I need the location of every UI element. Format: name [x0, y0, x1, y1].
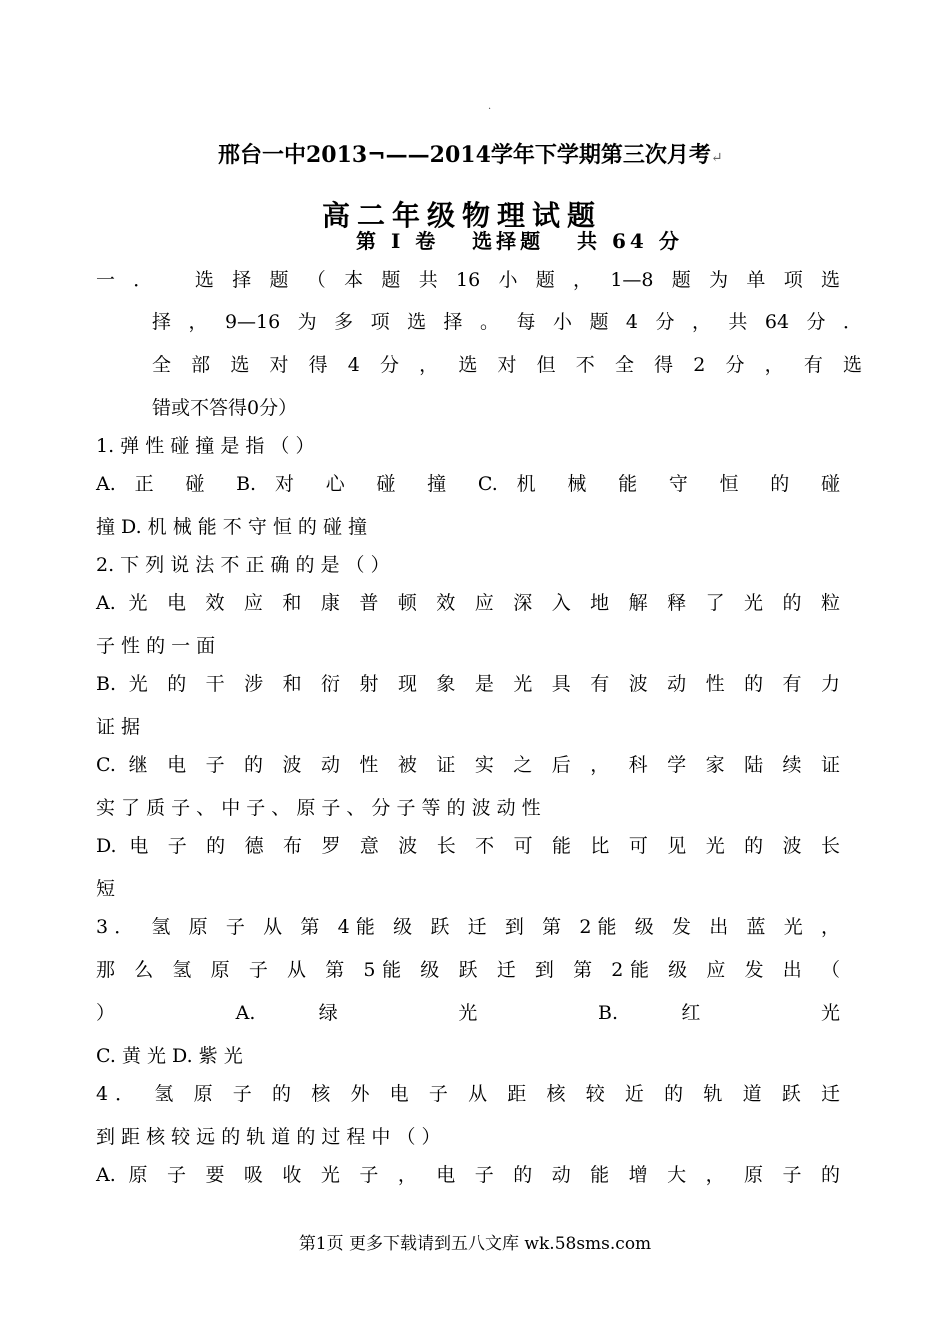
question-2-option-a-line-2: 子 性 的 一 面	[96, 635, 216, 657]
question-4-line-2: 到 距 核 较 远 的 轨 道 的 过 程 中 （ ）	[96, 1126, 441, 1148]
question-2-option-d-line-2: 短	[96, 878, 116, 900]
question-2-option-a-line-1: A. 光 电 效 应 和 康 普 顿 效 应 深 入 地 解 释 了 光 的 粒	[96, 592, 840, 614]
question-2-option-b-line-2: 证 据	[96, 716, 141, 738]
school-exam-title-text: 邢台一中2013¬——2014学年下学期第三次月考	[218, 142, 711, 168]
subject-title: 高二年级物理试题	[322, 199, 603, 232]
school-exam-title	[218, 138, 723, 169]
question-3-line-1: 3． 氢 原 子 从 第 4能 级 跃 迁 到 第 2能 级 发 出 蓝 光 ，	[96, 916, 840, 938]
header-mark: ·	[488, 104, 492, 115]
question-3-line-4: C. 黄 光 D. 紫 光	[96, 1045, 243, 1067]
question-2-option-d-line-1: D. 电 子 的 德 布 罗 意 波 长 不 可 能 比 可 见 光 的 波 长	[96, 835, 840, 857]
part-title: 第 I 卷 选择题 共 64 分	[356, 229, 683, 253]
question-1-stem: 1. 弹 性 碰 撞 是 指 （ ）	[96, 435, 315, 457]
question-2-option-c-line-1: C. 继 电 子 的 波 动 性 被 证 实 之 后 ， 科 学 家 陆 续 证	[96, 754, 840, 776]
section-heading-line-4: 错或不答得0分）	[152, 397, 298, 419]
question-2-option-c-line-2: 实 了 质 子 、 中 子 、 原 子 、 分 子 等 的 波 动 性	[96, 797, 541, 819]
return-mark-icon: ↵	[710, 150, 723, 166]
question-2-stem: 2. 下 列 说 法 不 正 确 的 是 （ ）	[96, 554, 390, 576]
question-2-option-b-line-1: B. 光 的 干 涉 和 衍 射 现 象 是 光 具 有 波 动 性 的 有 力	[96, 673, 840, 695]
question-3-line-3: ） A. 绿 光 B. 红 光	[96, 1002, 840, 1024]
section-heading-line-2: 择，9—16为多项选择。每小题4分，共64分．	[152, 311, 862, 333]
page-footer: 第1页 更多下载请到五八文库 wk.58sms.com	[298, 1234, 652, 1254]
section-heading-line-1: 一． 选择题（本题共16小题，1—8题为单项选	[96, 269, 840, 291]
section-heading-line-3: 全部选对得4分，选对但不全得2分，有选	[152, 354, 862, 376]
question-3-line-2: 那 么 氢 原 子 从 第 5能 级 跃 迁 到 第 2能 级 应 发 出 （	[96, 959, 840, 981]
question-1-options-line-1: A. 正 碰 B. 对 心 碰 撞 C. 机 械 能 守 恒 的 碰	[96, 473, 840, 495]
question-1-options-line-2: 撞 D. 机 械 能 不 守 恒 的 碰 撞	[96, 516, 367, 538]
question-4-line-1: 4． 氢 原 子 的 核 外 电 子 从 距 核 较 近 的 轨 道 跃 迁	[96, 1083, 840, 1105]
question-4-option-a-line-1: A. 原 子 要 吸 收 光 子 ， 电 子 的 动 能 增 大 ， 原 子 的	[96, 1164, 840, 1186]
